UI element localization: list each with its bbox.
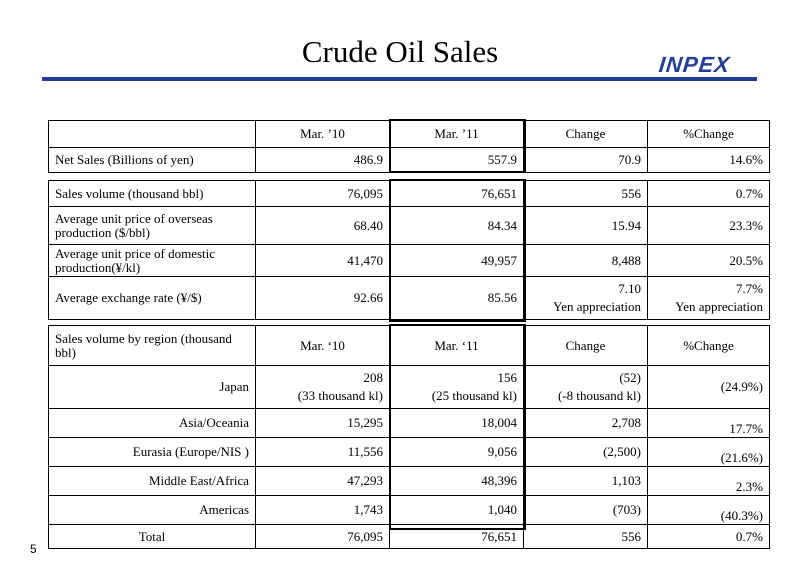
row-label: Sales volume (thousand bbl) [49, 181, 256, 207]
change-note: Yen appreciation [553, 299, 641, 314]
value-cell: 556 [524, 181, 648, 207]
page-number: 5 [30, 542, 37, 556]
value-cell: 85.56 [390, 277, 524, 320]
header-cell: Mar. ‘11 [390, 326, 524, 366]
value-cell: 76,651 [390, 181, 524, 207]
title-divider [42, 77, 757, 81]
value-cell: 17.7% [648, 409, 770, 438]
region-label: Japan [49, 366, 256, 409]
value-cell: 23.3% [648, 207, 770, 245]
table-row [49, 467, 770, 496]
row-label: Average unit price of domestic production(¥/kl) [49, 245, 256, 277]
header-cell: %Change [648, 326, 770, 366]
value-cell: 92.66 [256, 277, 390, 320]
row-label: Average exchange rate (¥/$) [49, 277, 256, 320]
sales-metrics-table [48, 180, 770, 320]
value-cell: 1,743 [256, 496, 390, 525]
region-label: Asia/Oceania [49, 409, 256, 438]
row-label: Average unit price of overseas production ($/bbl) [49, 207, 256, 245]
value-cell: 0.7% [648, 525, 770, 549]
value-cell: 84.34 [390, 207, 524, 245]
page-title: Crude Oil Sales [301, 34, 499, 69]
value-cell: 18,004 [390, 409, 524, 438]
value-cell: 2.3% [648, 467, 770, 496]
table-header-row [49, 121, 770, 148]
value-cell: 41,470 [256, 245, 390, 277]
header-cell [49, 121, 256, 148]
table-row [49, 409, 770, 438]
table-row [49, 496, 770, 525]
value-cell: 20.5% [648, 245, 770, 277]
value-cell: 15.94 [524, 207, 648, 245]
header-cell: %Change [648, 121, 770, 148]
value-cell: 556 [524, 525, 648, 549]
row-label: Net Sales (Billions of yen) [49, 148, 256, 173]
pct-value: 7.7% [735, 281, 763, 296]
value-cell: 1,040 [390, 496, 524, 525]
value-cell: 14.6% [648, 148, 770, 173]
change-value: (52) [619, 370, 641, 385]
table-row [49, 181, 770, 207]
v2-note: (25 thousand kl) [431, 388, 517, 403]
table-row [49, 148, 770, 173]
net-sales-table [48, 120, 770, 173]
change-note: (-8 thousand kl) [557, 388, 641, 403]
total-label: Total [49, 525, 256, 549]
region-label: Middle East/Africa [49, 467, 256, 496]
header-cell: Mar. ’10 [256, 121, 390, 148]
value-cell: 15,295 [256, 409, 390, 438]
value-cell: 47,293 [256, 467, 390, 496]
change-value: 7.10 [618, 281, 641, 296]
table-row [49, 277, 770, 320]
value-cell: 1,103 [524, 467, 648, 496]
header-cell: Change [524, 121, 648, 148]
pct-note: Yen appreciation [675, 299, 763, 314]
value-cell: 76,095 [256, 525, 390, 549]
value-cell: (21.6%) [648, 438, 770, 467]
value-cell-with-note [648, 277, 770, 320]
v1-value: 208 [363, 370, 383, 385]
table-row [49, 438, 770, 467]
value-cell-with-note [390, 366, 524, 409]
value-cell-with-note [524, 277, 648, 320]
total-row [49, 525, 770, 549]
value-cell: (2,500) [524, 438, 648, 467]
value-cell: 68.40 [256, 207, 390, 245]
value-cell: 557.9 [390, 148, 524, 173]
header-cell: Mar. ’11 [390, 121, 524, 148]
value-cell: (40.3%) [648, 496, 770, 525]
value-cell: 76,651 [390, 525, 524, 549]
header-cell: Mar. ‘10 [256, 326, 390, 366]
value-cell: 70.9 [524, 148, 648, 173]
value-cell: 0.7% [648, 181, 770, 207]
value-cell: 8,488 [524, 245, 648, 277]
table-row [49, 366, 770, 409]
value-cell: 486.9 [256, 148, 390, 173]
value-cell: 76,095 [256, 181, 390, 207]
value-cell: (24.9%) [648, 366, 770, 409]
region-label: Americas [49, 496, 256, 525]
region-header-label: Sales volume by region (thousand bbl) [49, 326, 256, 366]
v2-value: 156 [497, 370, 517, 385]
value-cell: (703) [524, 496, 648, 525]
inpex-logo: INPEX [657, 52, 732, 77]
value-cell: 11,556 [256, 438, 390, 467]
value-cell: 48,396 [390, 467, 524, 496]
table-header-row [49, 326, 770, 366]
region-sales-table [48, 325, 770, 549]
v1-note: (33 thousand kl) [297, 388, 383, 403]
header-cell: Change [524, 326, 648, 366]
region-label: Eurasia (Europe/NIS ) [49, 438, 256, 467]
table-row [49, 245, 770, 277]
value-cell: 9,056 [390, 438, 524, 467]
table-row [49, 207, 770, 245]
value-cell: 2,708 [524, 409, 648, 438]
value-cell: 49,957 [390, 245, 524, 277]
value-cell-with-note [524, 366, 648, 409]
value-cell-with-note [256, 366, 390, 409]
